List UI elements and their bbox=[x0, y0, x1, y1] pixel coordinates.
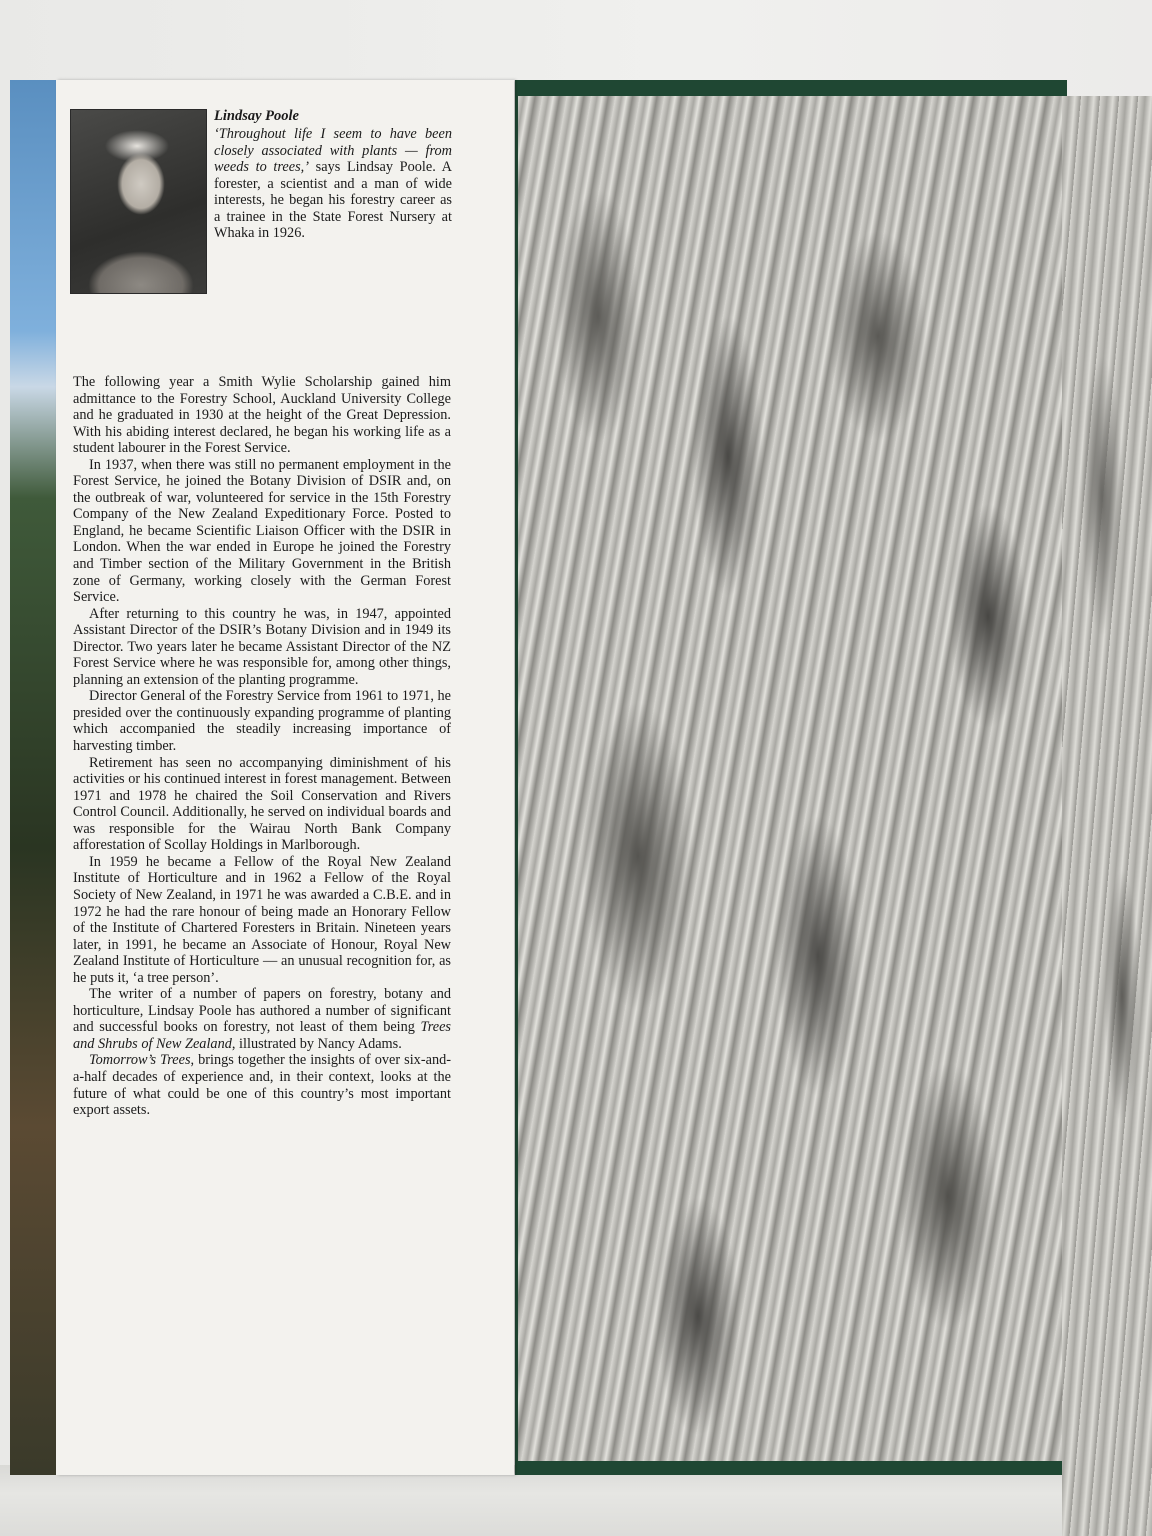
author-intro-rest: says Lindsay Poole. A forester, a scientist and a man of wide interests, he began his forestry career as a trainee in the State Forest Nursery at Whaka in 1926. bbox=[214, 159, 452, 242]
books-before: The writer of a number of papers on forestry, botany and horticulture, Lindsay Poole has authored a number of significant and successful books on forestry, not least of them being bbox=[73, 986, 451, 1036]
author-portrait-photo bbox=[70, 109, 207, 294]
dust-jacket-spine-photo bbox=[10, 80, 58, 1475]
author-quote: ‘Throughout life I seem to have been closely associated with plants — from weeds to trees,’ bbox=[214, 126, 452, 176]
bio-paragraph-7 bbox=[73, 986, 451, 1052]
bio-paragraph-4: Director General of the Forestry Service from 1961 to 1971, he presided over the continuously expanding programme of planting which accompanied the steadily increasing importance of harvesting timber. bbox=[73, 688, 451, 755]
book-title-trees-shrubs: Trees and Shrubs of New Zealand bbox=[73, 1019, 451, 1052]
shelf-surface bbox=[0, 1465, 1152, 1536]
book-title-tomorrows-trees: Tomorrow’s Trees bbox=[89, 1052, 191, 1069]
bio-body bbox=[73, 374, 451, 1119]
bio-paragraph-3: After returning to this country he was, in 1947, appointed Assistant Director of the DSIR’s Botany Division and in 1949 its Director. Two years later he became Assistant Director of the NZ Forest Service where he was responsible for, among other things, planning an extension of the planting programme. bbox=[73, 605, 451, 688]
closing-after: , brings together the insights of over six-and-a-half decades of experience and, in their context, looks at the future of what could be one of this country’s most important export assets. bbox=[73, 1052, 451, 1119]
bio-paragraph-8 bbox=[73, 1052, 451, 1118]
author-intro bbox=[214, 126, 452, 242]
bio-paragraph-2: In 1937, when there was still no permanent employment in the Forest Service, he joined the Botany Division of DSIR and, on the outbreak of war, volunteered for service in the 15th Forestry Company of the New Zealand Expeditionary Force. Posted to England, he became Scientific Liaison Officer with the DSIR in London. When the war ended in Europe he joined the Forestry and Timber section of the Military Government in the British zone of Germany, working closely with the German Forest Service. bbox=[73, 456, 451, 606]
books-after: , illustrated by Nancy Adams. bbox=[231, 1035, 402, 1052]
facing-page-bark-photo bbox=[1062, 96, 1152, 1536]
bio-paragraph-5: Retirement has seen no accompanying diminishment of his activities or his continued interest in forest management. Between 1971 and 1978 he chaired the Soil Conservation and Rivers Control Council. Additionally, he served on individual boards and was responsible for the Wairau North Bank Company afforestation of Scollay Holdings in Marlborough. bbox=[73, 754, 451, 854]
bio-paragraph-1: The following year a Smith Wylie Scholarship gained him admittance to the Forestry School, Auckland University College and he graduated in 1930 at the height of the Great Depression. With his abiding interest declared, he began his working life as a student labourer in the Forest Service. bbox=[73, 374, 451, 457]
bark-texture-endpaper bbox=[518, 96, 1064, 1461]
author-name: Lindsay Poole bbox=[214, 108, 299, 124]
bio-paragraph-6: In 1959 he became a Fellow of the Royal New Zealand Institute of Horticulture and in 1962 a Fellow of the Royal Society of New Zealand, in 1971 he was awarded a C.B.E. and in 1972 he had the rare honour of being made an Honorary Fellow of the Institute of Chartered Foresters in Britain. Nineteen years later, in 1991, he became an Associate of Honour, Royal New Zealand Institute of Horticulture — an unusual recognition for, as he puts it, ‘a tree person’. bbox=[73, 853, 451, 986]
